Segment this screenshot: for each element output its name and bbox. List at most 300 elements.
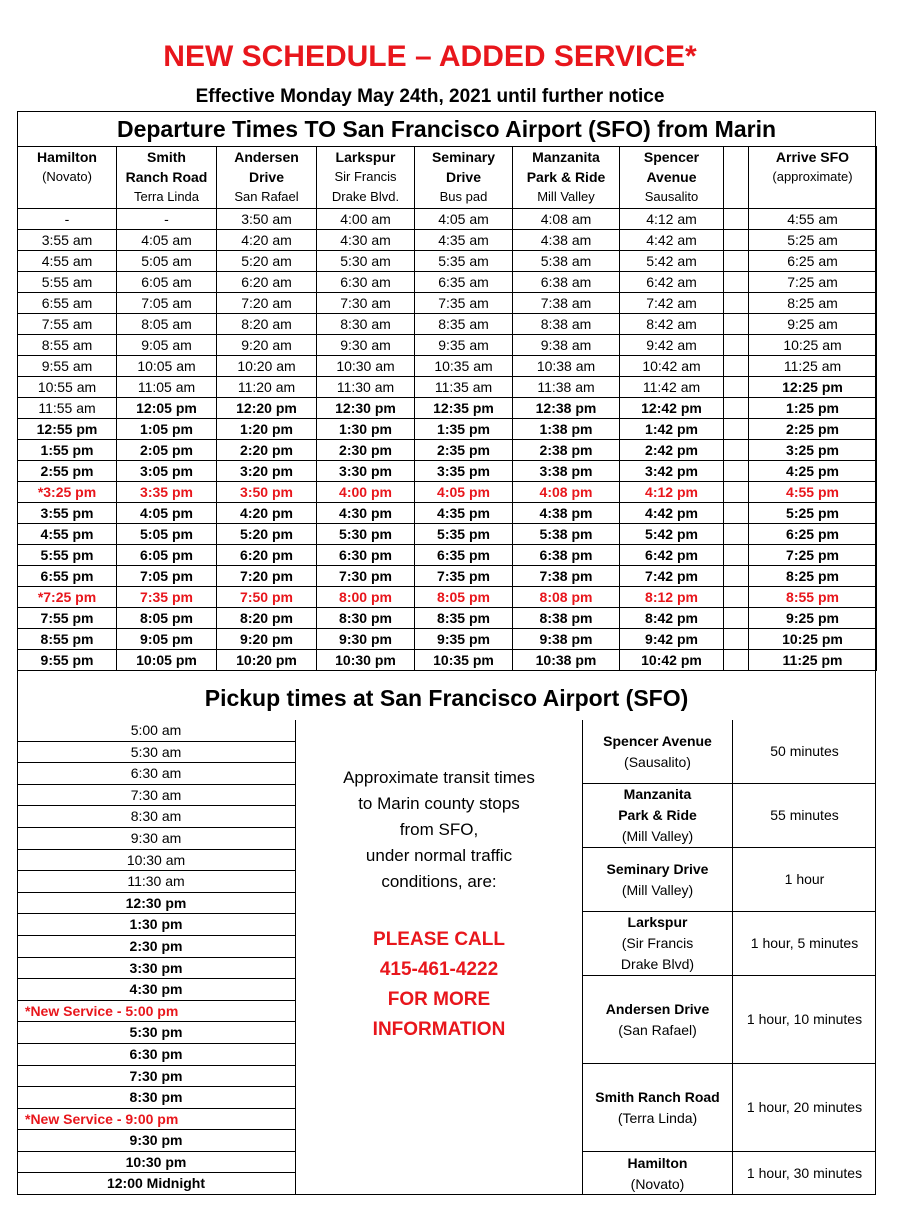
- departure-heading: Departure Times TO San Francisco Airport (SFO) from Marin: [116, 116, 777, 142]
- table-cell: 4:05 am: [415, 209, 513, 230]
- table-cell: 6:35 am: [415, 272, 513, 293]
- stop-location: (San Rafael): [618, 1021, 697, 1038]
- column-header: [749, 147, 877, 209]
- table-cell: 8:42 pm: [620, 608, 724, 629]
- stop-name: Park & Ride: [618, 807, 697, 823]
- table-cell: 7:25 pm: [749, 545, 877, 566]
- column-header: [18, 147, 117, 209]
- list-item: 8:30 am: [17, 806, 296, 828]
- table-cell: [724, 230, 749, 251]
- table-cell: 5:30 am: [317, 251, 415, 272]
- column-sub: San Rafael: [234, 189, 299, 204]
- table-cell: 4:30 pm: [317, 503, 415, 524]
- table-cell: 7:30 am: [317, 293, 415, 314]
- transit-stop: [583, 848, 733, 911]
- column-sub: Bus pad: [439, 189, 488, 204]
- table-cell: 8:20 pm: [217, 608, 317, 629]
- list-item: 9:30 am: [17, 828, 296, 850]
- table-cell: 8:55 am: [18, 335, 117, 356]
- page-subtitle: Effective Monday May 24th, 2021 until further notice: [195, 86, 665, 107]
- table-row: [18, 356, 877, 377]
- table-cell: *7:25 pm: [18, 587, 117, 608]
- table-cell: [724, 209, 749, 230]
- transit-time: 1 hour: [784, 871, 825, 887]
- column-header: [415, 147, 513, 209]
- table-cell: 1:20 pm: [217, 419, 317, 440]
- table-cell: 1:25 pm: [749, 398, 877, 419]
- transit-stop: [583, 912, 733, 975]
- table-cell: 4:12 am: [620, 209, 724, 230]
- table-cell: 3:35 pm: [117, 482, 217, 503]
- table-cell: 10:30 am: [317, 356, 415, 377]
- column-sub: Sausalito: [644, 189, 699, 204]
- table-cell: 9:42 pm: [620, 629, 724, 650]
- table-cell: 4:55 am: [18, 251, 117, 272]
- table-cell: 8:35 pm: [415, 608, 513, 629]
- table-cell: 2:25 pm: [749, 419, 877, 440]
- table-cell: 7:20 pm: [217, 566, 317, 587]
- column-name: Andersen: [234, 149, 299, 165]
- table-cell: 3:50 pm: [217, 482, 317, 503]
- table-cell: 2:38 pm: [513, 440, 620, 461]
- list-item: 7:30 am: [17, 785, 296, 807]
- table-cell: 10:25 pm: [749, 629, 877, 650]
- table-cell: 4:42 pm: [620, 503, 724, 524]
- info-line: from SFO,: [399, 820, 479, 839]
- table-cell: 10:20 pm: [217, 650, 317, 671]
- stop-location: (Mill Valley): [621, 881, 694, 898]
- table-cell: 4:55 pm: [18, 524, 117, 545]
- stop-location: (Mill Valley): [621, 828, 694, 844]
- table-cell: 6:05 am: [117, 272, 217, 293]
- table-cell: [724, 377, 749, 398]
- table-cell: 2:30 pm: [317, 440, 415, 461]
- table-cell: [724, 650, 749, 671]
- table-cell: 4:25 pm: [749, 461, 877, 482]
- column-name: Avenue: [646, 169, 697, 185]
- table-cell: 5:42 am: [620, 251, 724, 272]
- transit-info-panel: [296, 720, 583, 1195]
- table-row: [18, 419, 877, 440]
- table-cell: 7:35 pm: [117, 587, 217, 608]
- table-cell: 6:25 am: [749, 251, 877, 272]
- table-cell: 8:20 am: [217, 314, 317, 335]
- stop-name: Andersen Drive: [605, 1000, 710, 1017]
- table-cell: 4:35 am: [415, 230, 513, 251]
- column-name: Drive: [445, 169, 482, 185]
- list-item: 10:30 pm: [17, 1152, 296, 1174]
- table-cell: 6:55 pm: [18, 566, 117, 587]
- stop-location: (Sausalito): [624, 753, 691, 770]
- stop-name: Hamilton: [627, 1154, 688, 1171]
- table-row: [18, 503, 877, 524]
- table-row: [18, 293, 877, 314]
- table-row: [18, 587, 877, 608]
- table-cell: [724, 587, 749, 608]
- table-cell: 8:08 pm: [513, 587, 620, 608]
- table-cell: 9:30 pm: [317, 629, 415, 650]
- table-cell: 4:55 am: [749, 209, 877, 230]
- column-name: Ranch Road: [125, 169, 208, 185]
- transit-time: 1 hour, 10 minutes: [746, 1011, 863, 1027]
- column-sub: (Novato): [42, 169, 92, 184]
- table-cell: 6:42 pm: [620, 545, 724, 566]
- table-cell: 6:35 pm: [415, 545, 513, 566]
- table-cell: 3:38 pm: [513, 461, 620, 482]
- table-cell: [724, 566, 749, 587]
- table-cell: 6:42 am: [620, 272, 724, 293]
- table-row: [18, 272, 877, 293]
- table-cell: [724, 314, 749, 335]
- table-cell: 8:12 pm: [620, 587, 724, 608]
- table-cell: 4:08 am: [513, 209, 620, 230]
- column-name: Larkspur: [335, 149, 396, 165]
- list-item: 6:30 am: [17, 763, 296, 785]
- table-cell: [724, 629, 749, 650]
- table-cell: 11:20 am: [217, 377, 317, 398]
- table-cell: 7:50 pm: [217, 587, 317, 608]
- page-title: NEW SCHEDULE – ADDED SERVICE*: [163, 40, 697, 73]
- table-cell: 12:05 pm: [117, 398, 217, 419]
- table-row: [18, 524, 877, 545]
- table-cell: 5:05 am: [117, 251, 217, 272]
- call-line: PLEASE CALL: [373, 929, 505, 950]
- list-item: 9:30 pm: [17, 1130, 296, 1152]
- table-cell: 10:42 am: [620, 356, 724, 377]
- info-line: under normal traffic: [365, 846, 513, 865]
- table-cell: 2:55 pm: [18, 461, 117, 482]
- transit-row: [583, 912, 876, 976]
- column-header: [620, 147, 724, 209]
- table-cell: 5:55 am: [18, 272, 117, 293]
- transit-row: [583, 1064, 876, 1152]
- column-name: Smith: [147, 149, 186, 165]
- table-cell: 9:55 pm: [18, 650, 117, 671]
- list-item: 5:00 am: [17, 720, 296, 742]
- table-cell: 6:38 pm: [513, 545, 620, 566]
- table-cell: 3:55 am: [18, 230, 117, 251]
- departure-header-row: [18, 147, 877, 209]
- table-cell: 2:20 pm: [217, 440, 317, 461]
- table-cell: 2:35 pm: [415, 440, 513, 461]
- table-cell: 8:00 pm: [317, 587, 415, 608]
- column-header: [217, 147, 317, 209]
- column-name: Seminary: [431, 149, 496, 165]
- stop-location: (Terra Linda): [617, 1109, 698, 1126]
- call-line: 415-461-4222: [379, 959, 499, 980]
- table-cell: [724, 293, 749, 314]
- info-line: to Marin county stops: [358, 794, 520, 813]
- transit-time: 55 minutes: [770, 807, 839, 823]
- table-cell: 4:05 pm: [415, 482, 513, 503]
- table-cell: 4:55 pm: [749, 482, 877, 503]
- table-cell: 5:05 pm: [117, 524, 217, 545]
- table-cell: 12:55 pm: [18, 419, 117, 440]
- table-cell: 9:20 am: [217, 335, 317, 356]
- table-cell: 7:35 pm: [415, 566, 513, 587]
- table-cell: 12:38 pm: [513, 398, 620, 419]
- table-row: [18, 440, 877, 461]
- transit-row: [583, 720, 876, 784]
- table-cell: 7:35 am: [415, 293, 513, 314]
- table-cell: 9:38 pm: [513, 629, 620, 650]
- stop-name: Manzanita: [623, 786, 692, 802]
- list-item: 6:30 pm: [17, 1044, 296, 1066]
- table-cell: 4:05 pm: [117, 503, 217, 524]
- column-name: Spencer: [643, 149, 700, 165]
- table-row: [18, 629, 877, 650]
- column-header: [724, 147, 749, 209]
- table-cell: [724, 524, 749, 545]
- table-cell: 7:55 am: [18, 314, 117, 335]
- table-cell: 4:20 am: [217, 230, 317, 251]
- table-cell: 12:35 pm: [415, 398, 513, 419]
- transit-times-table: [583, 720, 876, 1195]
- table-row: [18, 545, 877, 566]
- list-item: *New Service - 5:00 pm: [17, 1001, 296, 1023]
- column-name: Manzanita: [532, 149, 600, 165]
- table-cell: 1:55 pm: [18, 440, 117, 461]
- table-cell: 7:05 am: [117, 293, 217, 314]
- transit-row: [583, 784, 876, 848]
- table-cell: 6:38 am: [513, 272, 620, 293]
- info-line: conditions, are:: [381, 872, 497, 891]
- table-cell: 3:55 pm: [18, 503, 117, 524]
- table-cell: 8:30 am: [317, 314, 415, 335]
- table-cell: 6:05 pm: [117, 545, 217, 566]
- table-cell: 9:05 am: [117, 335, 217, 356]
- table-cell: 4:08 pm: [513, 482, 620, 503]
- table-cell: 8:05 am: [117, 314, 217, 335]
- pickup-heading: Pickup times at San Francisco Airport (SFO): [204, 685, 689, 711]
- table-cell: 10:20 am: [217, 356, 317, 377]
- table-row: [18, 650, 877, 671]
- transit-row: [583, 976, 876, 1064]
- table-cell: 8:38 pm: [513, 608, 620, 629]
- stop-name: Smith Ranch Road: [595, 1088, 720, 1105]
- column-name: Hamilton: [37, 149, 97, 165]
- table-cell: -: [18, 209, 117, 230]
- table-cell: 8:25 pm: [749, 566, 877, 587]
- table-row: [18, 566, 877, 587]
- table-row: [18, 377, 877, 398]
- table-cell: 5:38 am: [513, 251, 620, 272]
- transit-stop: [583, 1152, 733, 1195]
- table-cell: 1:35 pm: [415, 419, 513, 440]
- table-cell: 12:42 pm: [620, 398, 724, 419]
- table-row: [18, 461, 877, 482]
- call-line: FOR MORE: [387, 989, 491, 1010]
- table-cell: 5:20 am: [217, 251, 317, 272]
- table-cell: [724, 545, 749, 566]
- list-item: 8:30 pm: [17, 1087, 296, 1109]
- table-cell: 7:55 pm: [18, 608, 117, 629]
- stop-location: Drake Blvd): [620, 956, 695, 972]
- table-cell: 4:20 pm: [217, 503, 317, 524]
- table-cell: 11:30 am: [317, 377, 415, 398]
- column-name: Park & Ride: [526, 169, 606, 185]
- table-cell: 12:20 pm: [217, 398, 317, 419]
- table-cell: 9:55 am: [18, 356, 117, 377]
- transit-row: [583, 1152, 876, 1195]
- table-cell: 11:42 am: [620, 377, 724, 398]
- table-cell: 5:25 am: [749, 230, 877, 251]
- column-sub: Drake Blvd.: [331, 189, 400, 204]
- table-cell: 7:38 pm: [513, 566, 620, 587]
- table-cell: 8:30 pm: [317, 608, 415, 629]
- column-header: [513, 147, 620, 209]
- table-cell: 5:30 pm: [317, 524, 415, 545]
- table-cell: 9:38 am: [513, 335, 620, 356]
- stop-name: Larkspur: [627, 914, 688, 930]
- table-cell: 9:42 am: [620, 335, 724, 356]
- table-cell: 9:35 am: [415, 335, 513, 356]
- table-cell: [724, 440, 749, 461]
- table-cell: 11:38 am: [513, 377, 620, 398]
- table-cell: 7:05 pm: [117, 566, 217, 587]
- transit-time: 50 minutes: [770, 743, 839, 759]
- table-row: [18, 314, 877, 335]
- list-item: 2:30 pm: [17, 936, 296, 958]
- table-cell: 3:42 pm: [620, 461, 724, 482]
- table-cell: 6:55 am: [18, 293, 117, 314]
- table-cell: 11:05 am: [117, 377, 217, 398]
- table-cell: [724, 335, 749, 356]
- list-item: 10:30 am: [17, 850, 296, 872]
- table-cell: 10:42 pm: [620, 650, 724, 671]
- column-sub: Mill Valley: [537, 189, 595, 204]
- table-cell: 9:20 pm: [217, 629, 317, 650]
- table-cell: 8:25 am: [749, 293, 877, 314]
- table-cell: *3:25 pm: [18, 482, 117, 503]
- table-cell: 3:25 pm: [749, 440, 877, 461]
- column-sub: Terra Linda: [133, 189, 200, 204]
- table-row: [18, 482, 877, 503]
- list-item: *New Service - 9:00 pm: [17, 1109, 296, 1131]
- table-cell: 10:35 pm: [415, 650, 513, 671]
- pickup-times-list: [17, 720, 296, 1195]
- table-row: [18, 209, 877, 230]
- table-row: [18, 398, 877, 419]
- stop-location: (Novato): [630, 1175, 685, 1192]
- table-cell: 6:20 am: [217, 272, 317, 293]
- table-cell: 8:05 pm: [117, 608, 217, 629]
- list-item: 12:30 pm: [17, 893, 296, 915]
- table-row: [18, 608, 877, 629]
- table-cell: 3:50 am: [217, 209, 317, 230]
- stop-name: Spencer Avenue: [603, 732, 712, 749]
- table-cell: 5:25 pm: [749, 503, 877, 524]
- table-row: [18, 230, 877, 251]
- table-cell: 7:42 pm: [620, 566, 724, 587]
- list-item: 7:30 pm: [17, 1066, 296, 1088]
- table-cell: 10:30 pm: [317, 650, 415, 671]
- table-cell: 8:38 am: [513, 314, 620, 335]
- transit-time: 1 hour, 5 minutes: [750, 935, 859, 951]
- table-cell: 1:30 pm: [317, 419, 415, 440]
- table-cell: 2:42 pm: [620, 440, 724, 461]
- table-cell: 10:05 pm: [117, 650, 217, 671]
- table-cell: 5:20 pm: [217, 524, 317, 545]
- table-row: [18, 251, 877, 272]
- list-item: 3:30 pm: [17, 958, 296, 980]
- table-cell: 4:42 am: [620, 230, 724, 251]
- table-cell: 6:30 pm: [317, 545, 415, 566]
- table-cell: [724, 461, 749, 482]
- table-cell: 12:30 pm: [317, 398, 415, 419]
- table-row: [18, 335, 877, 356]
- table-cell: 7:42 am: [620, 293, 724, 314]
- column-header: [317, 147, 415, 209]
- stop-name: Seminary Drive: [606, 860, 709, 877]
- table-cell: 3:20 pm: [217, 461, 317, 482]
- table-cell: 11:35 am: [415, 377, 513, 398]
- table-cell: 8:55 pm: [18, 629, 117, 650]
- table-cell: 8:42 am: [620, 314, 724, 335]
- table-cell: 4:35 pm: [415, 503, 513, 524]
- table-cell: [724, 251, 749, 272]
- list-item: 5:30 am: [17, 742, 296, 764]
- table-cell: 11:25 am: [749, 356, 877, 377]
- column-name: Drive: [248, 169, 285, 185]
- table-cell: [724, 398, 749, 419]
- transit-info-text: [296, 765, 582, 895]
- table-cell: 7:25 am: [749, 272, 877, 293]
- table-cell: 10:55 am: [18, 377, 117, 398]
- table-cell: 4:05 am: [117, 230, 217, 251]
- list-item: 11:30 am: [17, 871, 296, 893]
- departure-body: [18, 209, 877, 671]
- transit-stop: [583, 784, 733, 847]
- table-cell: [724, 608, 749, 629]
- table-cell: 8:55 pm: [749, 587, 877, 608]
- info-line: Approximate transit times: [343, 768, 535, 787]
- table-cell: 1:42 pm: [620, 419, 724, 440]
- list-item: 12:00 Midnight: [17, 1173, 296, 1195]
- table-cell: 4:00 pm: [317, 482, 415, 503]
- table-cell: 4:38 pm: [513, 503, 620, 524]
- list-item: 5:30 pm: [17, 1022, 296, 1044]
- list-item: 1:30 pm: [17, 914, 296, 936]
- table-cell: 4:30 am: [317, 230, 415, 251]
- table-cell: 9:25 pm: [749, 608, 877, 629]
- table-cell: 9:25 am: [749, 314, 877, 335]
- departure-table: [17, 146, 877, 671]
- table-cell: 10:35 am: [415, 356, 513, 377]
- table-cell: 1:38 pm: [513, 419, 620, 440]
- column-header: [117, 147, 217, 209]
- table-cell: 1:05 pm: [117, 419, 217, 440]
- table-cell: 11:25 pm: [749, 650, 877, 671]
- table-cell: 10:38 am: [513, 356, 620, 377]
- table-cell: -: [117, 209, 217, 230]
- table-cell: [724, 503, 749, 524]
- call-notice: [296, 925, 582, 1045]
- column-sub: Sir Francis: [334, 169, 397, 184]
- table-cell: 10:38 pm: [513, 650, 620, 671]
- list-item: 4:30 pm: [17, 979, 296, 1001]
- table-cell: 12:25 pm: [749, 377, 877, 398]
- table-cell: [724, 419, 749, 440]
- table-cell: 8:35 am: [415, 314, 513, 335]
- table-cell: 6:25 pm: [749, 524, 877, 545]
- table-cell: 4:12 pm: [620, 482, 724, 503]
- call-line: INFORMATION: [372, 1019, 506, 1040]
- table-cell: 10:25 am: [749, 335, 877, 356]
- table-cell: 7:20 am: [217, 293, 317, 314]
- table-cell: 9:30 am: [317, 335, 415, 356]
- stop-location: (Sir Francis: [621, 935, 694, 951]
